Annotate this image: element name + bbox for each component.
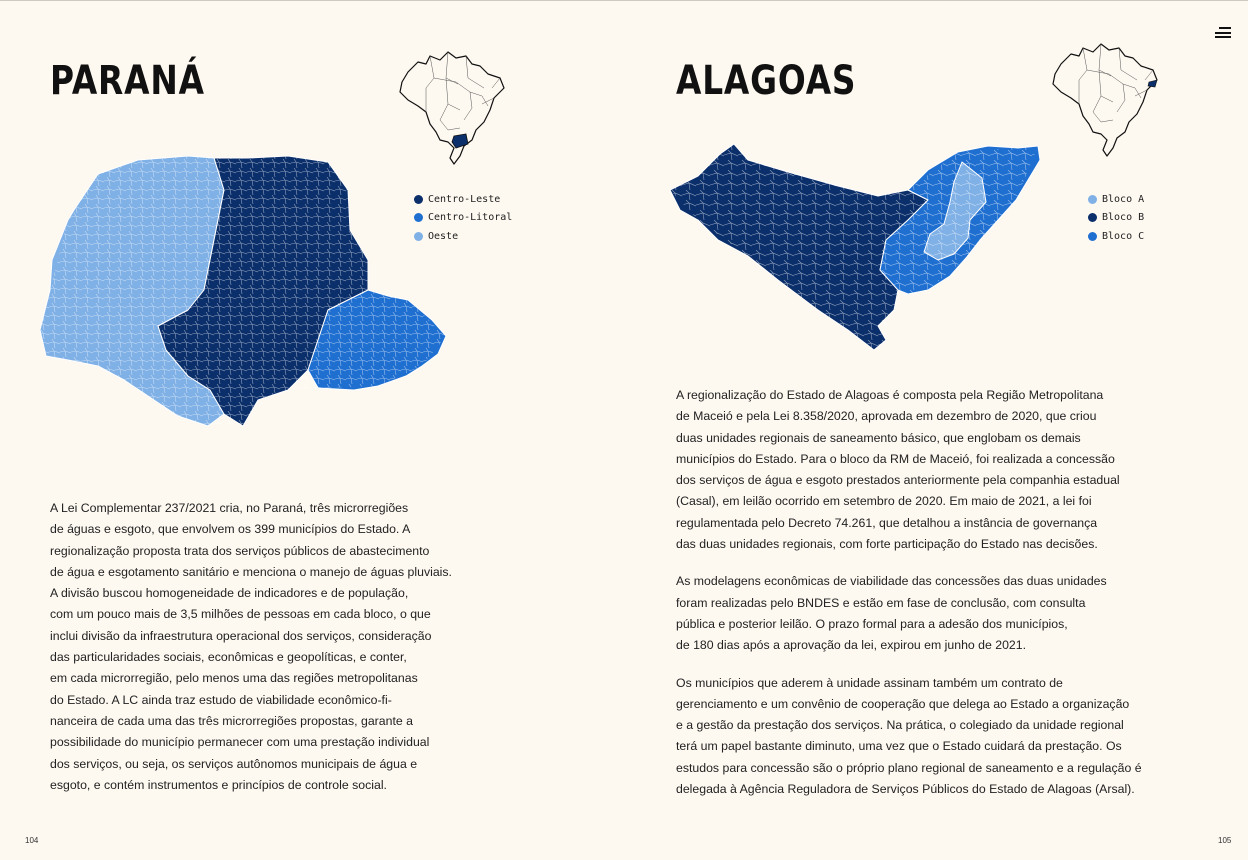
legend-label: Bloco A (1102, 193, 1145, 205)
body-text (676, 385, 1242, 816)
legend-label: Centro-Leste (428, 193, 501, 205)
legend-label: Centro-Litoral (428, 212, 513, 224)
legend-label: Oeste (428, 230, 459, 242)
legend-swatch (1088, 232, 1097, 241)
paragraph: As modelagens econômicas de viabilidade das concessões das duas unidades foram realizadas pelo BNDES e estão em fase de conclusão, com consulta pública e posterior leilão. O prazo formal para a adesão dos municípios, de 180 dias após a aprovação da lei, expirou em junho de 2021. (676, 574, 1107, 653)
legend-item (1088, 209, 1144, 228)
legend-swatch (414, 195, 423, 204)
legend-swatch (414, 232, 423, 241)
page-title: ALAGOAS (676, 58, 857, 104)
paragraph: A Lei Complementar 237/2021 cria, no Paraná, três microrregiões de águas e esgoto, que envolvem os 399 municípios do Estado. A regionalização proposta trata dos serviços públicos de abastecimento de água e esgotamento sanitário e menciona o manejo de águas pluviais. A divisão buscou homogeneidade de indicadores e de população, com um pouco mais de 3,5 milhões de pessoas em cada bloco, o que inclui divisão da infraestrutura operacional dos serviços, consideração das particularidades sociais, econômicas e geopolíticas, e conter, em cada microrregião, pelo menos uma das regiões metropolitanas do Estado. A LC ainda traz estudo de viabilidade econômico-fi- nanceira de cada uma das três microrregiões propostas, garante a possibilidade do município permanecer com uma prestação individual dos serviços, ou seja, os serviços autônomos municipais de água e esgoto, e contém instrumentos e princípios de controle social. (50, 501, 452, 792)
legend-label: Bloco C (1102, 230, 1145, 242)
page-number: 104 (25, 836, 39, 845)
brazil-map-parana-highlight-icon (396, 48, 508, 166)
paragraph: Os municípios que aderem à unidade assinam também um contrato de gerenciamento e um convênio de cooperação que delega ao Estado a organização e a gestão da prestação dos serviços. Na prática, o colegiado da unidade regional terá um papel bastante diminuto, uma vez que o Estado cuidará da prestação. Os estudos para concessão são o próprio plano regional de saneamento e a regulação é delegada à Agência Reguladora de Serviços Públicos do Estado de Alagoas (Arsal). (676, 675, 1142, 797)
page-number: 105 (1218, 836, 1232, 845)
parana-region-map (38, 150, 450, 438)
legend-item (1088, 190, 1144, 209)
legend-parana (414, 190, 512, 246)
legend-alagoas (1088, 190, 1144, 246)
alagoas-region-map (668, 140, 1046, 350)
legend-item (1088, 227, 1144, 246)
body-text (50, 498, 610, 812)
page-title: PARANÁ (50, 58, 205, 104)
legend-swatch (414, 213, 423, 222)
paragraph: A regionalização do Estado de Alagoas é composta pela Região Metropolitana de Maceió e pela Lei 8.358/2020, aprovada em dezembro de 2020, que criou duas unidades regionais de saneamento básico, que englobam os demais municípios do Estado. Para o bloco da RM de Maceió, foi realizada a concessão dos serviços de água e esgoto prestados anteriormente pela companhia estadual (Casal), em leilão ocorrido em setembro de 2020. Em maio de 2021, a lei foi regulamentada pelo Decreto 74.261, que detalhou a instância de governança das duas unidades regionais, com forte participação do Estado nas decisões. (676, 388, 1120, 552)
page-alagoas (624, 0, 1248, 860)
legend-item (414, 209, 512, 228)
legend-label: Bloco B (1102, 212, 1145, 224)
brazil-map-alagoas-highlight-icon (1049, 40, 1161, 158)
legend-swatch (1088, 195, 1097, 204)
legend-swatch (1088, 213, 1097, 222)
legend-item (414, 227, 512, 246)
legend-item (414, 190, 512, 209)
